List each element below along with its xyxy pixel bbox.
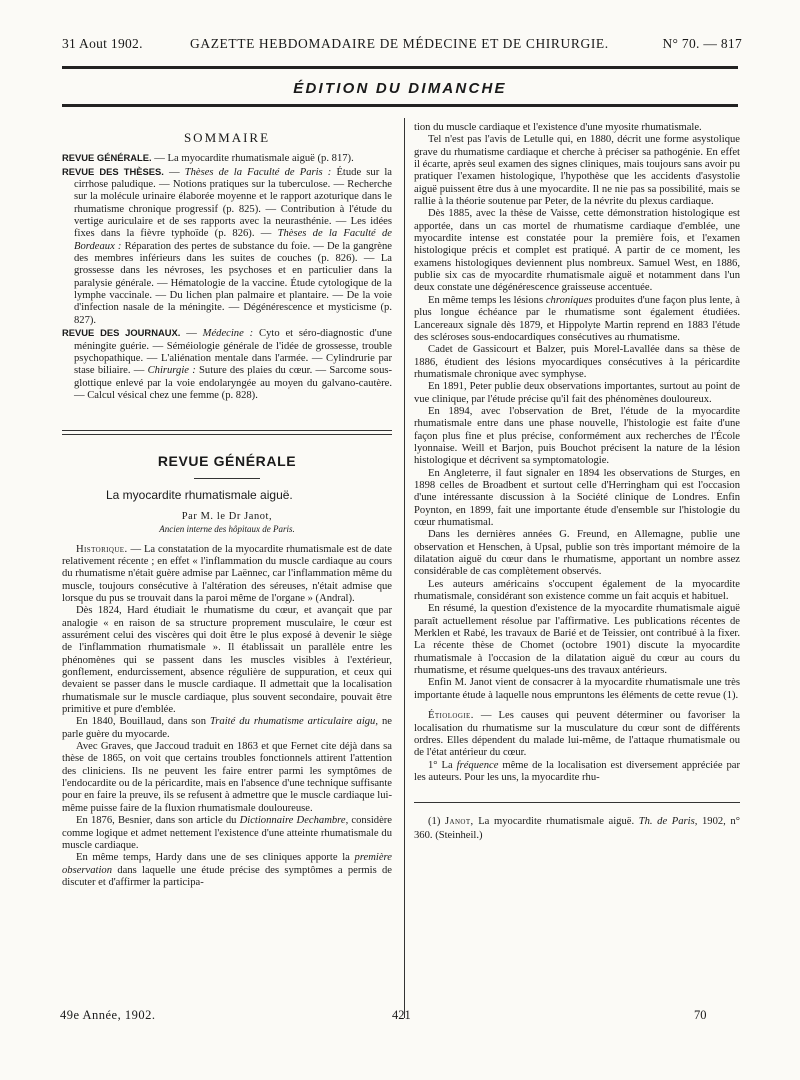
sommaire-subheading: Thèses de la Faculté de Paris : — [184, 166, 332, 178]
sommaire-heading: REVUE GÉNÉRALE. — [62, 152, 152, 164]
body-paragraph — [62, 544, 392, 606]
article-title: La myocardite rhumatismale aiguë. — [106, 487, 293, 502]
emphasis: première observation — [62, 852, 392, 876]
paragraph-text: dans laquelle une étude précise des symptômes a permis de discuter et d'affirmer la participa- — [62, 864, 392, 888]
paragraph-text: produites d'une façon plus lente, à plus longue échéance par le rhumatisme sont également étudiées. Lancereaux signale dès 1879, et Hippolyte Martin reprend en 1883 l'étude des scléroses sous-endocardiques consécutives au rhumatisme. — [414, 294, 741, 343]
body-paragraph — [62, 716, 392, 741]
sommaire-subheading: Chirurgie : — [147, 365, 196, 377]
sommaire-heading: REVUE DES JOURNAUX. — [62, 327, 181, 339]
running-head — [62, 36, 742, 56]
issue-page-number: N° 70. — 817 — [662, 36, 742, 51]
sommaire-text: Étude sur la cirrhose paludique. — Notions pratiques sur la tuberculose. — Recherche sur la molécule urinaire élaborée moyenne et le rapport azoturique dans le rhumatisme chronique progressif (p. 825). — Contribution à l'étude du vertige auriculaire et de ses rapports avec la neurasthénie. — Les idées fixes dans la fièvre typhoïde (p. 826). — — [74, 166, 392, 240]
sommaire-entry-journaux: REVUE DES JOURNAUX. — Médecine : Cyto et séro-diagnostic d'une méningite guérie. — Séméiologie générale de l'idée de grossesse, trouble psychopathique. — L'aliénation mentale dans l'armée. — Cylindrurie par stase biliaire. — Chirurgie : Suture des plaies du cœur. — Sarcome sous-glottique enlevé par la voie endolaryngée au moyen du galvano-cautère. — Calcul vésical chez une femme (p. 828). — [62, 327, 393, 401]
body-paragraph: Tel n'est pas l'avis de Letulle qui, en 1880, décrit une forme asystolique grave du rhumatisme cardiaque et cherche à préciser sa pathogénie. En effet il écarte, après seul examen des signes cliniques, mais toujours sans avoir pu pratiquer l'examen histologique, l'hypothèse que les accidents d'asystolie aiguë puissent être dus à une myocardite. Il ne nie pas sa possibilité, mais se rallie à la théorie soutenue par Peter, de la névrite du plexus cardiaque. — [414, 134, 740, 208]
paragraph-text: En même temps les lésions — [428, 294, 544, 306]
body-paragraph: En Angleterre, il faut signaler en 1894 les observations de Sturges, en 1898 celles de Broadbent et surtout celle d'Herringham qui est l'occasion d'une intéressante discussion à la Société clinique de Londres. Enfin Poynton, en 1899, fait une importante étude d'ensemble sur l'histologie du cœur rhumatismal. — [414, 467, 740, 528]
body-paragraph: Dès 1885, avec la thèse de Vaisse, cette démonstration histologique est apportée, dans un cas mortel de rhumatisme cardiaque d'emblée, une myocardite intense est constatée pour la première fois, et l'examen histologique précis et complet est pratiqué. A partir de ce moment, les examens histologiques deviennent plus nombreux. Samuel West, en 1886, publie six cas de myocardite rhumatismale aiguë et notamment dans l'un deux constate une dégénérescence graisseuse accentuée. — [414, 208, 740, 294]
header-rule-bottom — [62, 104, 738, 107]
sommaire-subheading: Thèses de la Faculté de Bordeaux : — [74, 228, 392, 252]
footer-signature: 70 — [694, 1008, 707, 1022]
footnote-source: Th. de Paris, — [638, 816, 698, 828]
footnote-mark: (1) — [428, 816, 441, 828]
body-paragraph: Avec Graves, que Jaccoud traduit en 1863 et que Fernet cite déjà dans sa thèse de 1865, on voit que certains troubles fonctionnels attirent l'attention des cliniciens. Ils ne peuvent les faire entrer parmi les symptômes de l'endocardite ou de la péricardite, mais en l'absence d'une technique suffisante pour en faire la preuve, ils se refusent à admettre que le muscle cardiaque lui-même puisse faire de la fluxion rhumatismale douloureuse. — [62, 741, 392, 814]
header-rule-top — [62, 66, 738, 69]
column-divider — [404, 118, 405, 1018]
sommaire-subheading: Médecine : — [202, 328, 254, 340]
body-paragraph: Les auteurs américains s'occupent également de la myocardite rhumatismale, considérant son existence comme un fait acquis et habituel. — [414, 578, 740, 603]
paragraph-text: En 1876, Besnier, dans son article du — [76, 815, 237, 827]
paragraph-text: considère comme logique et admet nettement l'existence d'une atteinte rhumatismale du muscle cardiaque. — [62, 815, 393, 851]
sommaire-list — [62, 152, 392, 402]
sommaire-heading: REVUE DES THÈSES. — [62, 165, 164, 177]
body-paragraph — [62, 852, 392, 889]
body-paragraph — [414, 710, 740, 759]
section-title: REVUE GÉNÉRALE — [157, 453, 297, 470]
footnote-text: La myocardite rhumatismale aiguë. — [478, 816, 635, 828]
sommaire-title: SOMMAIRE — [183, 130, 271, 145]
article-byline: Par M. le Dr Janot, — [181, 510, 273, 522]
historique-label: Historique. — [76, 543, 128, 555]
etiologie-label: Étiologie. — [428, 710, 474, 722]
journal-title: GAZETTE HEBDOMADAIRE DE MÉDECINE ET DE CHIRURGIE. — [190, 36, 609, 51]
paragraph-text: En 1840, Bouillaud, dans son — [76, 716, 207, 728]
paragraph-text: même de la localisation est diversement appréciée par les auteurs. Pour les uns, la myocardite rhu- — [414, 759, 741, 783]
sommaire-text: Réparation des pertes de substance du foie. — De la gangrène des membres inférieurs dans les suites de couches (p. 826). — La grossesse dans les névroses, les psychoses et en particulier dans la paralysie générale. — Hématologie de la vaccine. Étude cytologique de la lymphe vaccinale. — Du lichen plan palmaire et plantaire. — De la voie d'infection nasale de la méningite. — Dégénérescence et mysticisme (p. 827). — [74, 240, 393, 326]
sommaire-entry-theses: REVUE DES THÈSES. — Thèses de la Faculté de Paris : Étude sur la cirrhose paludique. — Notions pratiques sur la tuberculose. — Recherche sur la molécule urinaire élaborée moyenne et le rapport azoturique dans le rhumatisme chronique progressif (p. 825). — Contribution à l'étude du vertige auriculaire et de ses rapports avec la neurasthénie. — Les idées fixes dans la fièvre typhoïde (p. 826). — Thèses de la Faculté de Bordeaux : Réparation des pertes de substance du foie. — De la gangrène des membres inférieurs dans les suites de couches (p. 826). — La grossesse dans les névroses, les psychoses et en particulier dans la paralysie générale. — Hématologie de la vaccine. Étude cytologique de la lymphe vaccinale. — Du lichen plan palmaire et plantaire. — De la voie d'infection nasale de la méningite. — Dégénérescence et mysticisme (p. 827). — [62, 165, 393, 326]
sommaire-text: Suture des plaies du cœur. — Sarcome sous-glottique enlevé par la voie endolaryngée au moyen du galvano-cautère. — Calcul vésical chez une femme (p. 828). — [74, 365, 393, 401]
body-paragraph: Cadet de Gassicourt et Balzer, puis Morel-Lavallée dans sa thèse de 1886, étudient des lésions myocardiques consécutives à la péricardite rhumatismale chronique avec symphyse. — [414, 344, 740, 380]
body-paragraph: Dès 1824, Hard étudiait le rhumatisme du cœur, et avançait que par analogie « en raison de sa structure proprement musculaire, le cœur est assurément celui des viscères qui doit être le plus exposé à devenir le siège de l'inflammation rhumatismale ». Il établissait un parallèle entre les phénomènes qui se passent dans les muscles visibles à l'extérieur, gonflement, endurcissement, absence régulière de suppuration, et ceux qui devaient se passer dans le muscle cardiaque. Il admettait que la localisation rhumatismale sur le muscle cardiaque, plus souvent secondaire, pouvait être primitive et pure d'emblée. — [62, 605, 392, 716]
left-column — [62, 128, 392, 889]
paragraph-text: — La constatation de la myocardite rhumatismale est de date relativement récente ; en effet « l'inflammation du muscle cardiaque au cours du rhumatisme n'était guère admise par Laënnec, car l'inflammation même du muscle, toujours consécutive à l'altération des séreuses, n'était admise que lorsque du pus se trouvait dans la paroi même de l'organe » (Andral). — [62, 543, 392, 604]
sommaire-text: Cyto et séro-diagnostic d'une méningite guérie. — Séméiologie générale de l'idée de grossesse, trouble psychopathique. — L'aliénation mentale dans l'armée. — Cylindrurie par stase biliaire. — — [74, 328, 392, 377]
body-paragraph — [414, 295, 740, 344]
body-paragraph: Enfin M. Janot vient de consacrer à la myocardite rhumatismale une très importante étude à laquelle nous empruntons les éléments de cette revue (1). — [414, 677, 740, 701]
paragraph-text: En même temps, Hardy dans une de ses cliniques apporte la — [76, 852, 350, 864]
author-affiliation: Ancien interne des hôpitaux de Paris. — [159, 524, 295, 535]
issue-date: 31 Aout 1902. — [62, 36, 143, 51]
body-paragraph: En 1891, Peter publie deux observations importantes, surtout au point de vue clinique, par l'étude précise qu'il fait des phénomènes douloureux. — [414, 381, 740, 405]
body-paragraph: Dans les dernières années G. Freund, en Allemagne, publie une observation et Henschen, à Upsal, publie son très important mémoire de la dilatation aiguë du cœur dans le rhumatisme, apportant un nombre assez considérable de cas complètement observés. — [414, 529, 740, 578]
paragraph-text: — Les causes qui peuvent déterminer ou favoriser la localisation du rhumatisme sur la musculature du cœur sont de différents ordres. Elles dépendent du malade lui-même, de l'attaque rhumatismale ou de l'état antérieur du cœur. — [414, 710, 740, 759]
edition-title: ÉDITION DU DIMANCHE — [293, 80, 507, 97]
body-paragraph: En 1894, avec l'observation de Bret, l'étude de la myocardite rhumatismale entre dans une phase nouvelle, l'histologie est faite d'une façon plus fine et plus précise, conformément aux recherches de l'École lyonnaise. Weill et Barjon, puis Bouchot précisent la nature de la lésion histologique et décrivent sa symptomatologie. — [414, 405, 740, 467]
sommaire-entry-generale — [62, 152, 392, 165]
cited-work: Dictionnaire Dechambre, — [239, 815, 349, 827]
paragraph-text: ne parle guère du myocarde. — [62, 716, 392, 740]
body-paragraph — [62, 815, 392, 852]
body-paragraph — [414, 760, 740, 785]
footnote-text: 1902, n° 360. (Steinheil.) — [414, 816, 740, 842]
footnote-author: Janot, — [444, 816, 474, 828]
body-paragraph: tion du muscle cardiaque et l'existence d'une myosite rhumatismale. — [414, 122, 702, 133]
sommaire-text: — La myocardite rhumatismale aiguë (p. 817). — [154, 153, 354, 165]
paragraph-text: 1° La — [428, 759, 453, 771]
emphasis: chroniques — [545, 294, 593, 306]
footer-page-number: 421 — [392, 1008, 411, 1022]
cited-work: Traité du rhumatisme articulaire aigu, — [210, 716, 379, 728]
body-paragraph: En résumé, la question d'existence de la myocardite rhumatismale aiguë paraît actuellement résolue par l'affirmative. Les publications récentes de Merklen et Rabé, les travaux de Barié et de Teissier, ont contribué à la fixer. La récente thèse de Chomet (octobre 1901) discute la myocardite rhumatismale à l'occasion de la dilatation aiguë du cœur au cours du rhumatisme, et résume quelques-uns des travaux antérieurs. — [414, 603, 740, 677]
footer-year: 49e Année, 1902. — [60, 1008, 156, 1022]
footnote — [414, 815, 740, 843]
emphasis: fréquence — [456, 759, 499, 771]
right-column — [414, 122, 740, 843]
